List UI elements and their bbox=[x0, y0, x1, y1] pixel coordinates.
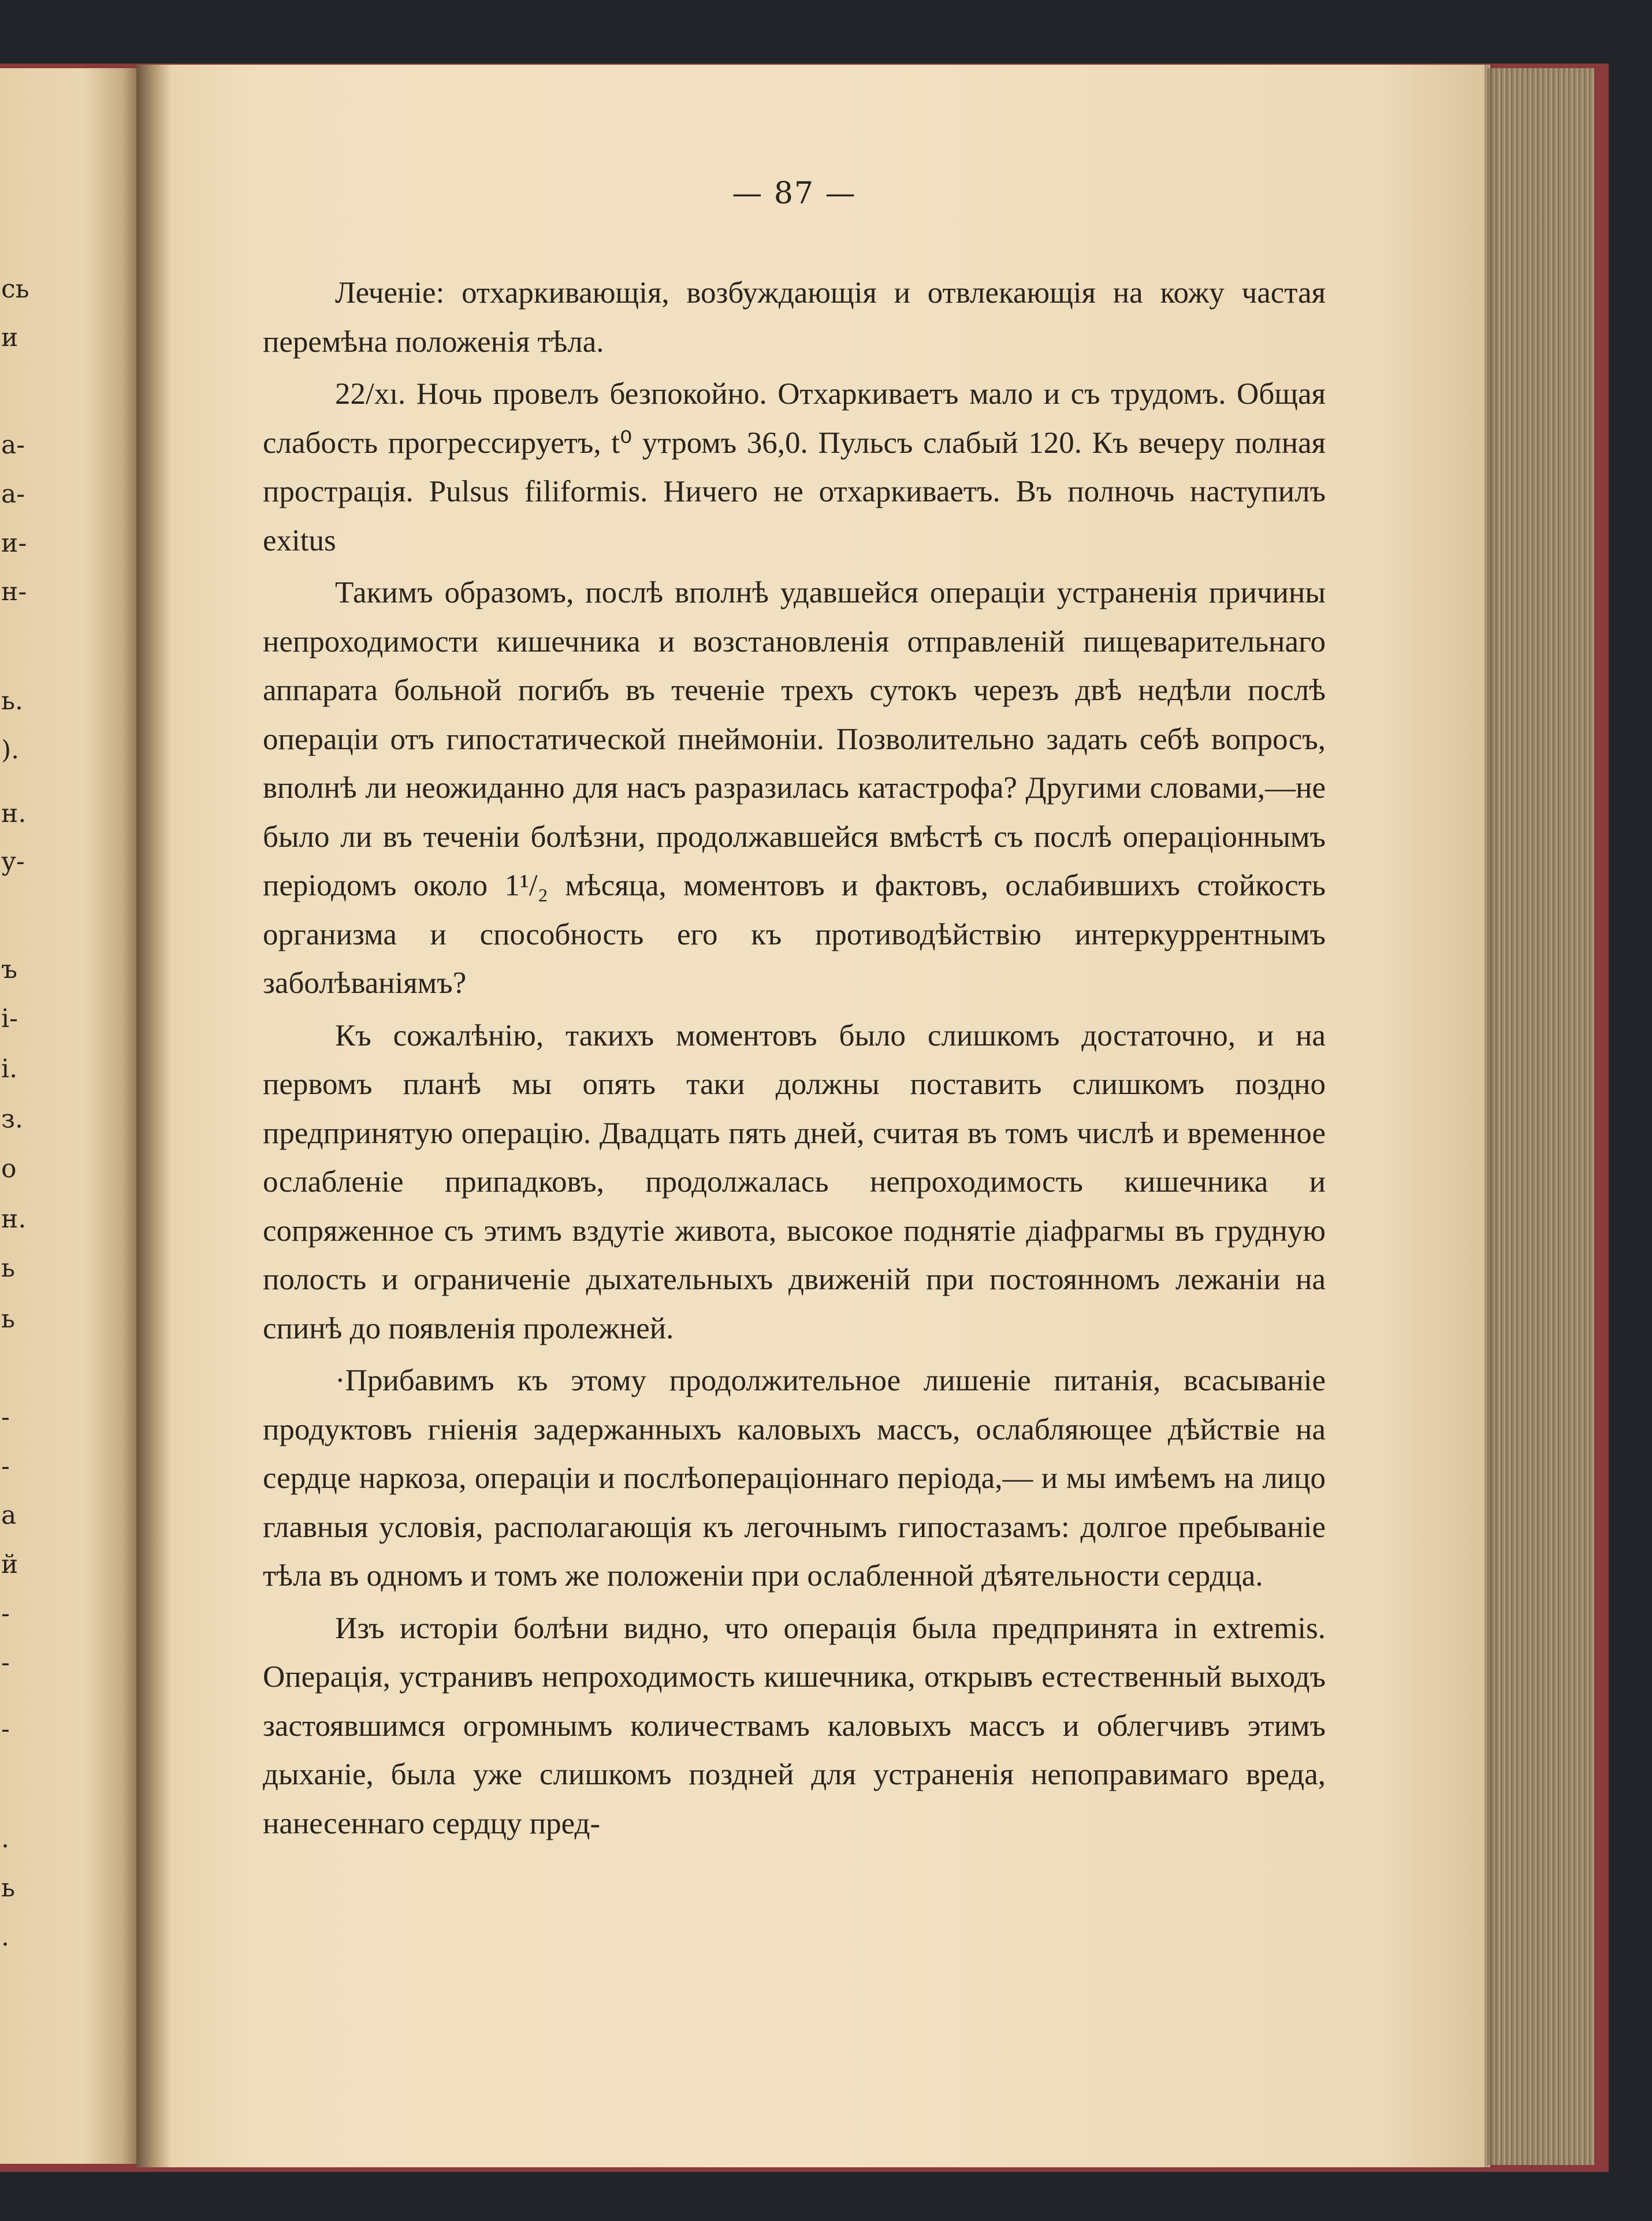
left-fragment: ь bbox=[1, 1304, 15, 1334]
left-fragment: у- bbox=[1, 847, 25, 876]
page-stack-shadow bbox=[1484, 65, 1496, 2167]
left-fragment: а bbox=[1, 1501, 17, 1530]
left-fragment: ). bbox=[1, 735, 20, 765]
paragraph: Леченіе: отхаркивающія, возбуждающія и отвлекающія на кожу частая перемѣна положенія тѣла. bbox=[263, 276, 1326, 359]
left-fragment: н. bbox=[1, 1204, 27, 1234]
left-fragment: сь bbox=[1, 274, 29, 304]
page-stack-edge bbox=[1487, 68, 1594, 2165]
page-number: — 87 — bbox=[732, 176, 857, 211]
left-page bbox=[0, 68, 139, 2164]
paragraph: 22/xı. Ночь провелъ безпокойно. Отхаркиваетъ мало и съ трудомъ. Общая слабость прогрессируетъ, t⁰ утромъ 36,0. Пульсъ слабый 120. Къ вечеру полная прострація. Pulsus filiformis. Ничего не отхаркиваетъ. Въ полночь наступилъ exitus bbox=[263, 377, 1326, 557]
left-fragment: ь bbox=[1, 1873, 15, 1903]
left-fragment: о bbox=[1, 1154, 17, 1184]
left-fragment: и bbox=[1, 323, 18, 352]
left-fragment: і. bbox=[1, 1054, 18, 1084]
paragraph: Изъ исторіи болѣни видно, что операція была предпринята in extremis. Операція, устранивъ непроходимость кишечника, открывъ естественный выходъ застоявшимся огромнымъ количествамъ каловыхъ массъ и облегчивъ этимъ дыханіе, была уже слишкомъ поздней для устраненія непоправимаго вреда, нанесеннаго сердцу пред- bbox=[263, 1611, 1326, 1840]
left-fragment: ь. bbox=[1, 686, 23, 716]
left-fragment: й bbox=[1, 1550, 18, 1579]
left-fragment: - bbox=[1, 1402, 10, 1432]
left-fragment: ъ bbox=[1, 955, 17, 984]
left-fragment: . bbox=[1, 1824, 9, 1854]
left-fragment: . bbox=[1, 1922, 9, 1952]
left-fragment: з. bbox=[1, 1104, 23, 1134]
book-gutter-shadow bbox=[136, 65, 171, 2167]
page-body-text bbox=[263, 269, 1326, 2001]
left-fragment: і- bbox=[1, 1004, 18, 1033]
left-fragment: ь bbox=[1, 1253, 15, 1283]
left-fragment: - bbox=[1, 1452, 10, 1481]
left-fragment: и- bbox=[1, 529, 27, 558]
left-fragment: н. bbox=[1, 799, 27, 828]
paragraph: Къ сожалѣнію, такихъ моментовъ было слишкомъ достаточно, и на первомъ планѣ мы опять таки должны поставить слишкомъ поздно предпринятую операцію. Двадцать пять дней, считая въ томъ числѣ и временное ослабленіе припадковъ, продолжалась непроходимость кишечника и сопряженное съ этимъ вздутіе живота, высокое поднятіе діафрагмы въ грудную полость и ограниченіе дыхательныхъ движеній при постоянномъ лежаніи на спинѣ до появленія пролежней. bbox=[263, 1018, 1326, 1345]
left-fragment: н- bbox=[1, 577, 27, 607]
left-fragment: - bbox=[1, 1648, 10, 1677]
paragraph: Такимъ образомъ, послѣ вполнѣ удавшейся операціи устраненія причины непроходимости кишечника и возстановленія отправленій пищеварительнаго аппарата больной погибъ въ теченіе трехъ сутокъ черезъ двѣ недѣли послѣ операціи отъ гипостатической пнеймоніи. Позволительно задать себѣ вопросъ, вполнѣ ли неожиданно для насъ разразилась катастрофа? Другими словами,—не было ли въ теченіи болѣзни, продолжавшейся вмѣстѣ съ послѣ операціоннымъ періодомъ около 1¹/₂ мѣсяца, моментовъ и фактовъ, ослабившихъ стойкость организма и способность его къ противодѣйствію интеркуррентнымъ заболѣваніямъ? bbox=[263, 576, 1326, 1000]
paragraph: ·Прибавимъ къ этому продолжительное лишеніе питанія, всасываніе продуктовъ гніенія задержанныхъ каловыхъ массъ, ослабляющее дѣйствіе на сердце наркоза, операціи и послѣопераціоннаго періода,— и мы имѣемъ на лицо главныя условія, располагающія къ легочнымъ гипостазамъ: долгое пребываніе тѣла въ одномъ и томъ же положеніи при ослабленной дѣятельности сердца. bbox=[263, 1364, 1326, 1593]
left-fragment: а- bbox=[1, 479, 25, 509]
left-fragment: - bbox=[1, 1599, 10, 1628]
left-page-text-fragments bbox=[0, 68, 35, 2164]
left-fragment: - bbox=[1, 1714, 10, 1744]
left-fragment: а- bbox=[1, 430, 25, 460]
